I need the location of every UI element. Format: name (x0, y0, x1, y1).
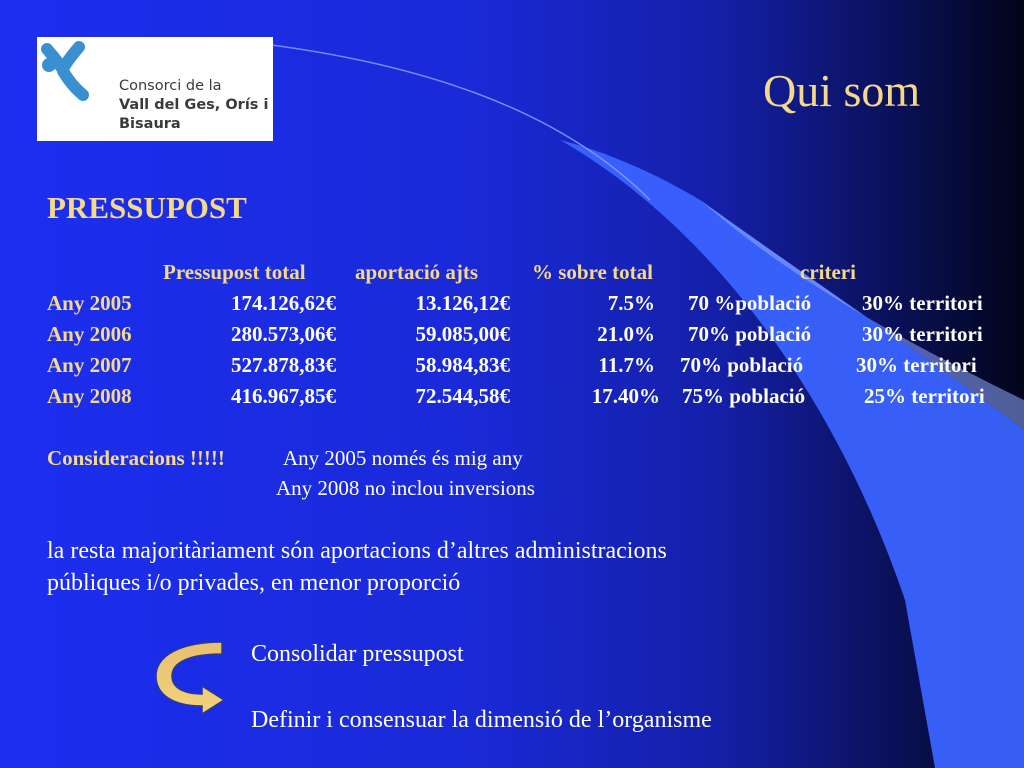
row-2006-year: Any 2006 (47, 322, 132, 346)
row-2006-pct: 21.0% (597, 322, 655, 346)
considerations-label: Consideracions !!!!! (47, 446, 225, 470)
paragraph-line-2: públiques i/o privades, en menor proporció (47, 570, 461, 596)
slide-title: Qui som (763, 65, 921, 116)
curved-arrow-icon (150, 638, 230, 718)
header-criteri: criteri (800, 260, 856, 284)
row-2007-criteri-territori: 30% territori (856, 353, 977, 377)
row-2005-aportacio: 13.126,12€ (415, 291, 510, 315)
row-2007-total: 527.878,83€ (231, 353, 336, 377)
logo-line-1: Consorci de la (119, 78, 222, 94)
row-2007-pct: 11.7% (598, 353, 655, 377)
header-pressupost-total: Pressupost total (163, 260, 306, 284)
row-2005-pct: 7.5% (607, 291, 655, 315)
row-2006-total: 280.573,06€ (231, 322, 336, 346)
row-2008-criteri-territori: 25% territori (864, 384, 985, 408)
row-2007-criteri-poblacio: 70% població (680, 353, 804, 377)
paragraph-line-1: la resta majoritàriament són aportacions d’altres administracions (47, 538, 667, 564)
row-2005-total: 174.126,62€ (231, 291, 336, 315)
section-heading: PRESSUPOST (47, 190, 247, 225)
row-2008-criteri-poblacio: 75% població (682, 384, 806, 408)
goal-consolidar: Consolidar pressupost (251, 641, 464, 667)
row-2008-pct: 17.40% (591, 384, 660, 408)
consorci-logo (37, 37, 273, 141)
considerations-note-1: Any 2005 només és mig any (283, 446, 523, 470)
row-2006-aportacio: 59.085,00€ (415, 322, 510, 346)
row-2005-criteri-territori: 30% territori (862, 291, 983, 315)
row-2008-aportacio: 72.544,58€ (415, 384, 510, 408)
row-2006-criteri-territori: 30% territori (862, 322, 983, 346)
header-aportacio-ajts: aportació ajts (355, 260, 479, 284)
consorci-logo-icon (35, 37, 95, 107)
row-2005-criteri-poblacio: 70 %població (688, 291, 812, 315)
header-percent-total: % sobre total (532, 260, 653, 284)
considerations-note-2: Any 2008 no inclou inversions (276, 476, 535, 500)
row-2008-total: 416.967,85€ (231, 384, 336, 408)
row-2008-year: Any 2008 (47, 384, 132, 408)
logo-wordmark (119, 77, 268, 134)
row-2006-criteri-poblacio: 70% població (688, 322, 812, 346)
goal-definir: Definir i consensuar la dimensió de l’organisme (251, 707, 712, 733)
row-2007-year: Any 2007 (47, 353, 132, 377)
logo-line-3: Bisaura (119, 116, 181, 132)
logo-line-2: Vall del Ges, Orís i (119, 97, 269, 113)
row-2007-aportacio: 58.984,83€ (415, 353, 510, 377)
row-2005-year: Any 2005 (47, 291, 132, 315)
